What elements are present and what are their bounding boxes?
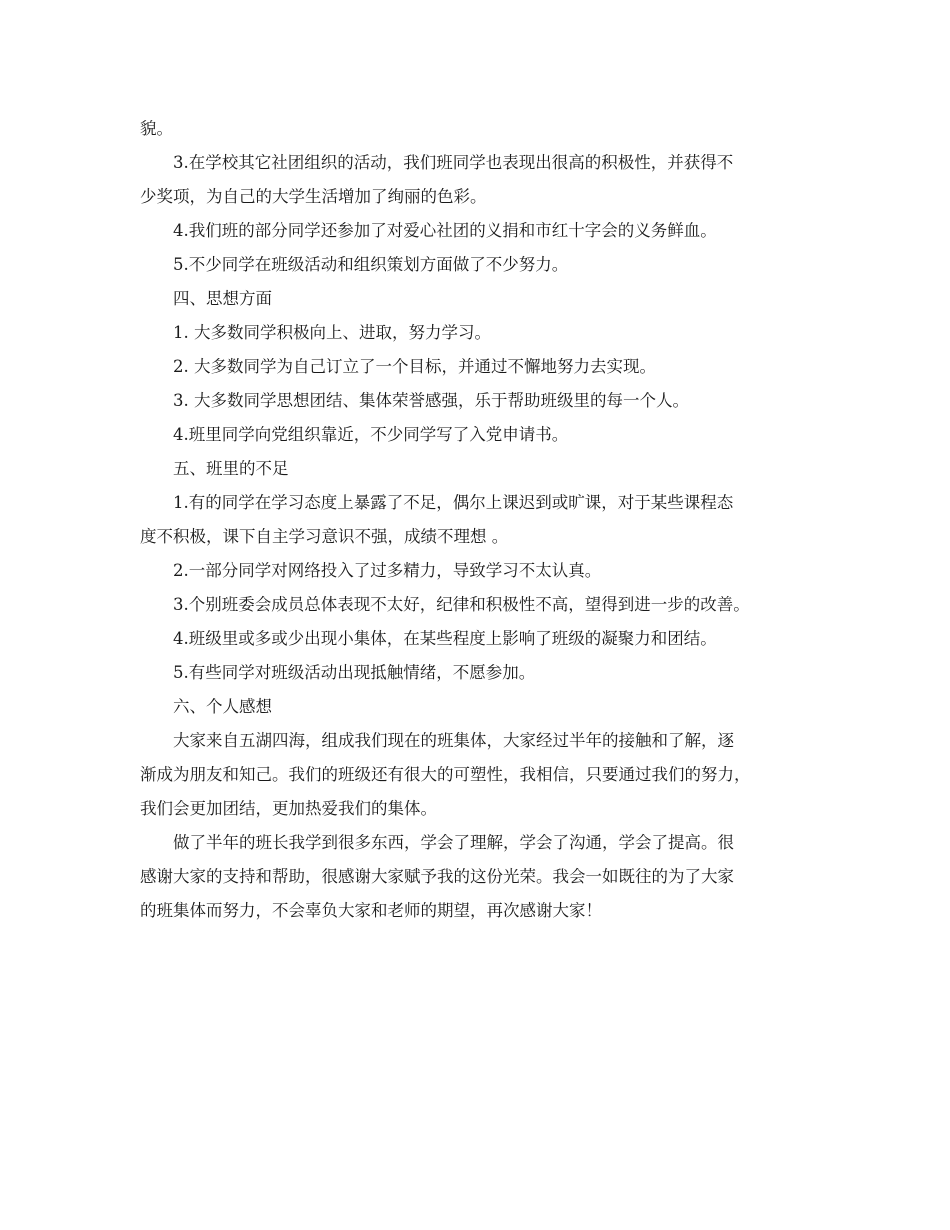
thought-item-2: 2. 大多数同学为自己订立了一个目标，并通过不懈地努力去实现。 bbox=[173, 357, 656, 376]
personal-paragraph-2-line-2: 感谢大家的支持和帮助，很感谢大家赋予我的这份光荣。我会一如既往的为了大家 bbox=[140, 867, 734, 886]
shortcoming-item-4: 4.班级里或多或少出现小集体，在某些程度上影响了班级的凝聚力和团结。 bbox=[173, 629, 717, 648]
shortcoming-item-3: 3.个别班委会成员总体表现不太好，纪律和积极性不高，望得到进一步的改善。 bbox=[173, 595, 750, 614]
thought-item-1: 1. 大多数同学积极向上、进取，努力学习。 bbox=[173, 323, 491, 342]
personal-paragraph-1-line-2: 渐成为朋友和知己。我们的班级还有很大的可塑性，我相信，只要通过我们的努力， bbox=[140, 765, 751, 784]
shortcoming-item-5: 5.有些同学对班级活动出现抵触情绪，不愿参加。 bbox=[173, 663, 536, 682]
thought-item-4: 4.班里同学向党组织靠近，不少同学写了入党申请书。 bbox=[173, 425, 569, 444]
activity-item-5: 5.不少同学在班级活动和组织策划方面做了不少努力。 bbox=[173, 255, 569, 274]
section-heading-personal: 六、个人感想 bbox=[173, 697, 272, 716]
section-heading-shortcomings: 五、班里的不足 bbox=[173, 459, 289, 478]
continuation-line: 貌。 bbox=[140, 119, 173, 138]
personal-paragraph-1-line-3: 我们会更加团结，更加热爱我们的集体。 bbox=[140, 799, 437, 818]
shortcoming-item-1-line-2: 度不积极，课下自主学习意识不强，成绩不理想 。 bbox=[140, 527, 509, 546]
section-heading-thought: 四、思想方面 bbox=[173, 289, 272, 308]
activity-item-3-line-2: 少奖项，为自己的大学生活增加了绚丽的色彩。 bbox=[140, 187, 487, 206]
activity-item-3-line-1: 3.在学校其它社团组织的活动，我们班同学也表现出很高的积极性，并获得不 bbox=[173, 153, 734, 172]
thought-item-3: 3. 大多数同学思想团结、集体荣誉感强，乐于帮助班级里的每一个人。 bbox=[173, 391, 689, 410]
shortcoming-item-1-line-1: 1.有的同学在学习态度上暴露了不足，偶尔上课迟到或旷课，对于某些课程态 bbox=[173, 493, 734, 512]
personal-paragraph-1-line-1: 大家来自五湖四海，组成我们现在的班集体，大家经过半年的接触和了解，逐 bbox=[173, 731, 734, 750]
shortcoming-item-2: 2.一部分同学对网络投入了过多精力，导致学习不太认真。 bbox=[173, 561, 602, 580]
activity-item-4: 4.我们班的部分同学还参加了对爱心社团的义捐和市红十字会的义务鲜血。 bbox=[173, 221, 717, 240]
document-page bbox=[140, 112, 820, 928]
personal-paragraph-2-line-1: 做了半年的班长我学到很多东西，学会了理解，学会了沟通，学会了提高。很 bbox=[173, 833, 734, 852]
personal-paragraph-2-line-3: 的班集体而努力，不会辜负大家和老师的期望，再次感谢大家！ bbox=[140, 901, 602, 920]
